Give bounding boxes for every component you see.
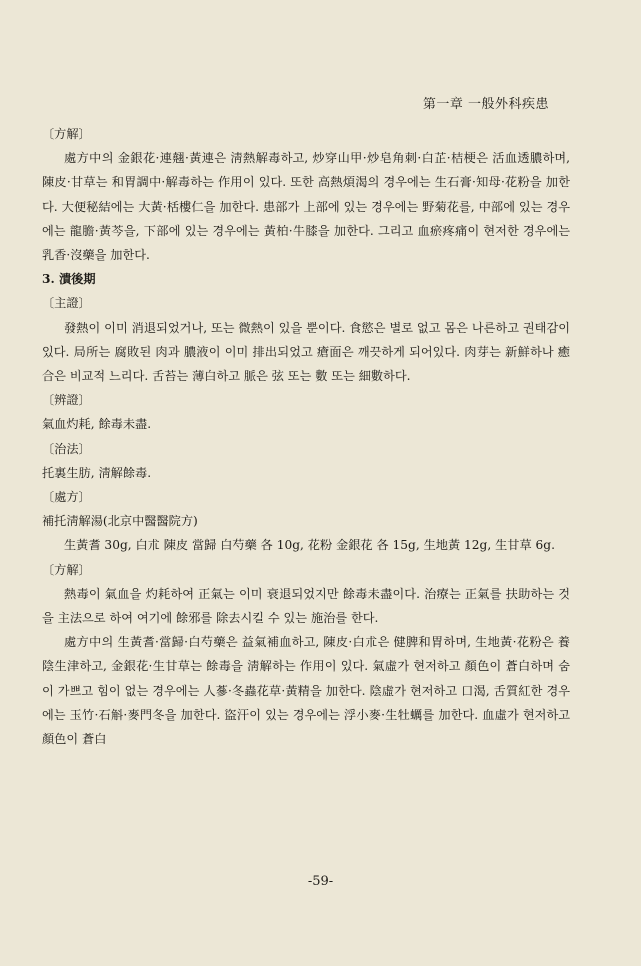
subsection-heading: 3. 潰後期 xyxy=(42,272,96,287)
section-label: 〔治法〕 xyxy=(42,441,91,456)
chapter-header: 第一章 一般外科疾患 xyxy=(422,97,549,112)
paragraph: 熱毒이 氣血을 灼耗하여 正氣는 이미 衰退되었지만 餘毒未盡이다. 治療는 正氣를 扶助하는 것을 主法으로 하여 여기에 餘邪를 除去시킬 수 있는 施治를 한다. xyxy=(42,586,570,626)
section-label: 〔方解〕 xyxy=(42,127,91,141)
paragraph: 處方中의 金銀花·連翹·黃連은 淸熱解毒하고, 炒穿山甲·炒皂角刺·白芷·桔梗은 活血透膿하며, 陳皮·甘草는 和胃調中·解毒하는 作用이 있다. 또한 高熱煩渴의 경우에는 生石膏·知母·花粉을 加한다. 大便秘結에는 大黃·栝樓仁을 加한다. 患部가 上部에 있는 경우에는 野菊花를, 中部에 있는 경우에는 龍膽·黃芩을, 下部에 있는 경우에는 黃柏·牛膝을 加한다. 그리고 血瘀疼痛이 현저한 경우에는 乳香·沒藥을 加한다. xyxy=(42,151,570,263)
paragraph: 發熱이 이미 消退되었거나, 또는 微熱이 있을 뿐이다. 食慾은 별로 없고 몸은 나른하고 권태감이 있다. 局所는 腐敗된 肉과 膿液이 이미 排出되었고 瘡面은 깨끗하게 되어있다. 肉芽는 新鮮하나 癒合은 비교적 느리다. 舌苔는 薄白하고 脈은 弦 또는 數 또는 細數하다. xyxy=(42,320,570,384)
section-label: 〔辨證〕 xyxy=(42,393,91,408)
page-number: -59- xyxy=(307,874,334,889)
indented-line: 補托淸解湯(北京中醫醫院方) xyxy=(42,514,198,529)
paragraph: 生黃耆 30g, 白朮 陳皮 當歸 白芍藥 各 10g, 花粉 金銀花 各 15g, 生地黃 12g, 生甘草 6g. xyxy=(64,538,555,553)
indented-line: 托裏生肪, 淸解餘毒. xyxy=(42,465,152,480)
section-label: 〔主證〕 xyxy=(42,296,91,311)
indented-line: 氣血灼耗, 餘毒未盡. xyxy=(42,417,152,432)
document-body xyxy=(42,122,570,751)
section-label: 〔方解〕 xyxy=(42,562,91,577)
section-label: 〔處方〕 xyxy=(42,490,91,505)
paragraph: 處方中의 生黃耆·當歸·白芍藥은 益氣補血하고, 陳皮·白朮은 健脾和胃하며, 生地黃·花粉은 養陰生津하고, 金銀花·生甘草는 餘毒을 淸解하는 作用이 있다. 氣虛가 현저하고 顏色이 蒼白하며 숨이 가쁘고 힘이 없는 경우에는 人蔘·冬蟲花草·黃精을 加한다. 陰虛가 현저하고 口渴, 舌質紅한 경우에는 玉竹·石斛·麥門冬을 加한다. 盜汗이 있는 경우에는 浮小麥·生牡蠣를 加한다. 血虛가 현저하고 顏色이 蒼白 xyxy=(42,635,570,747)
